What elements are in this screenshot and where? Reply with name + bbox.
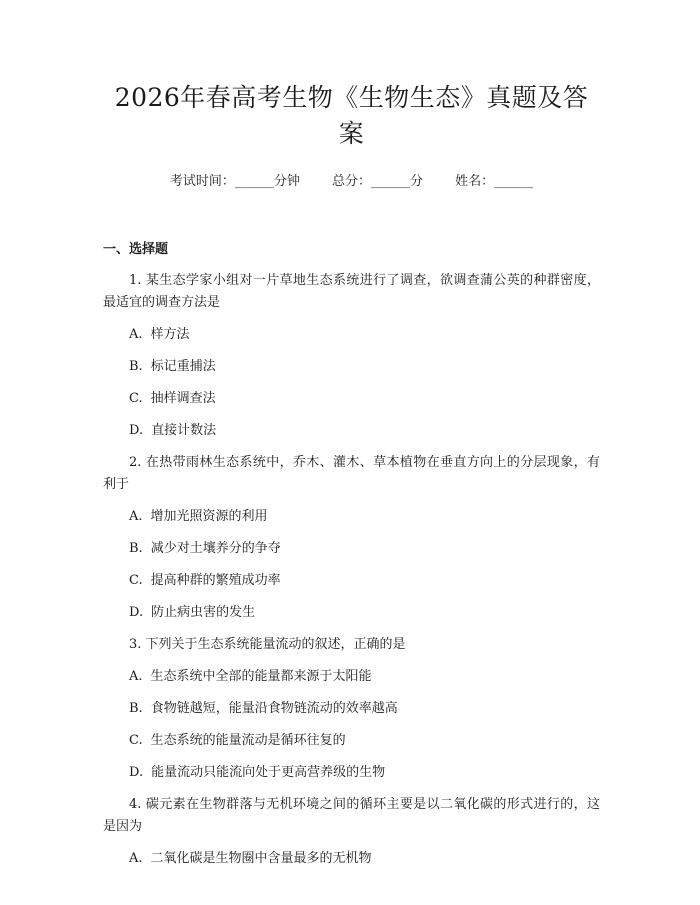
option-text: 直接计数法 (151, 423, 217, 438)
option-b (129, 698, 600, 720)
name-field: 姓名：______ (455, 174, 534, 189)
option-a (129, 506, 600, 528)
question-stem: 1. 某生态学家小组对一片草地生态系统进行了调查，欲调查蒲公英的种群密度，最适宜的调查方法是 (103, 273, 600, 310)
option-letter: C. (129, 733, 143, 748)
option-list (103, 666, 600, 784)
option-d (129, 420, 600, 442)
option-text: 能量流动只能流向处于更高营养级的生物 (151, 765, 386, 780)
total-score-field: 总分：______分 (331, 174, 423, 189)
option-d (129, 762, 600, 784)
option-text: 标记重捕法 (150, 359, 216, 374)
section-heading: 一、选择题 (103, 242, 169, 257)
option-a (129, 666, 600, 688)
option-letter: D. (129, 605, 144, 620)
option-list (103, 506, 600, 624)
exam-time-field: 考试时间：______分钟 (169, 174, 300, 189)
option-text: 防止病虫害的发生 (151, 605, 256, 620)
option-text: 生态系统的能量流动是循环往复的 (150, 733, 346, 748)
question-2 (103, 452, 600, 624)
page-title: 2026年春高考生物《生物生态》真题及答案 (114, 83, 589, 148)
option-text: 生态系统中全部的能量都来源于太阳能 (150, 669, 372, 684)
option-text: 提高种群的繁殖成功率 (150, 573, 281, 588)
option-letter: D. (129, 765, 144, 780)
option-text: 食物链越短，能量沿食物链流动的效率越高 (150, 701, 398, 716)
option-text: 二氧化碳是生物圈中含量最多的无机物 (150, 851, 372, 866)
option-letter: C. (129, 573, 143, 588)
option-list (103, 324, 600, 442)
option-letter: B. (129, 359, 143, 374)
question-4 (103, 794, 600, 870)
option-list (103, 848, 600, 870)
option-letter: C. (129, 391, 143, 406)
option-letter: B. (129, 701, 143, 716)
option-letter: A. (129, 851, 143, 866)
option-a (129, 848, 600, 870)
option-b (129, 538, 600, 560)
option-letter: D. (129, 423, 144, 438)
option-text: 增加光照资源的利用 (150, 509, 268, 524)
exam-meta (103, 172, 600, 192)
question-3 (103, 634, 600, 784)
question-stem: 4. 碳元素在生物群落与无机环境之间的循环主要是以二氧化碳的形式进行的，这是因为 (103, 797, 600, 834)
option-c (129, 730, 600, 752)
option-b (129, 356, 600, 378)
option-c (129, 570, 600, 592)
option-text: 样方法 (150, 327, 190, 342)
option-d (129, 602, 600, 624)
question-list (103, 270, 600, 870)
option-letter: A. (129, 669, 143, 684)
question-stem: 3. 下列关于生态系统能量流动的叙述，正确的是 (129, 637, 406, 652)
question-1 (103, 270, 600, 442)
option-a (129, 324, 600, 346)
option-letter: A. (129, 509, 143, 524)
question-stem: 2. 在热带雨林生态系统中，乔木、灌木、草本植物在垂直方向上的分层现象，有利于 (103, 455, 600, 492)
option-c (129, 388, 600, 410)
option-text: 减少对土壤养分的争夺 (150, 541, 281, 556)
option-text: 抽样调查法 (150, 391, 216, 406)
option-letter: B. (129, 541, 143, 556)
option-letter: A. (129, 327, 143, 342)
